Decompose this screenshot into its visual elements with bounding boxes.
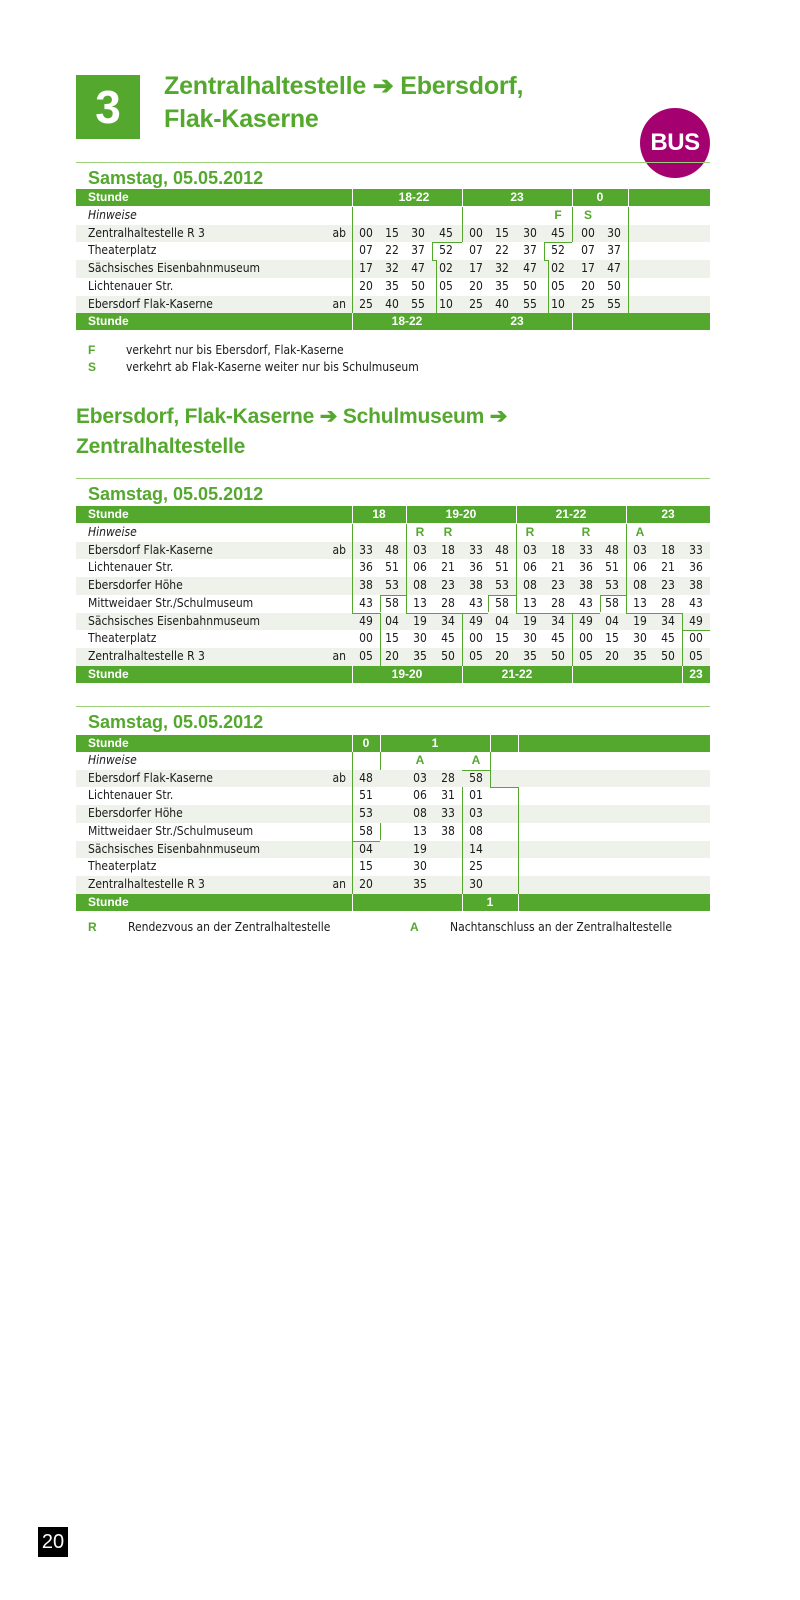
time-cell: 25: [359, 296, 373, 311]
time-cell: 08: [413, 578, 427, 593]
time-cell: 35: [385, 278, 399, 293]
time-cell: 35: [523, 648, 537, 663]
footnote-code: A: [410, 920, 419, 934]
time-cell: 30: [413, 859, 427, 874]
time-cell: 08: [633, 578, 647, 593]
time-cell: 28: [551, 595, 565, 610]
time-cell: 21: [441, 560, 455, 575]
time-cell: 00: [469, 225, 483, 240]
time-cell: 37: [607, 243, 621, 258]
time-cell: 00: [359, 225, 373, 240]
time-cell: 58: [385, 595, 399, 610]
grid-line: [544, 242, 572, 243]
time-cell: 05: [579, 648, 593, 663]
grid-line: [490, 752, 491, 787]
grid-line: [462, 613, 463, 666]
time-cell: 08: [523, 578, 537, 593]
time-cell: 13: [523, 595, 537, 610]
grid-line: [352, 841, 380, 842]
time-cell: 05: [359, 648, 373, 663]
time-cell: 45: [661, 631, 675, 646]
time-cell: 28: [661, 595, 675, 610]
time-cell: 51: [605, 560, 619, 575]
time-cell: 40: [495, 296, 509, 311]
time-cell: 50: [441, 648, 455, 663]
time-cell: 08: [413, 806, 427, 821]
route-title-line1: Zentralhaltestelle ➔ Ebersdorf,: [164, 72, 524, 100]
time-cell: 07: [581, 243, 595, 258]
hint-code: R: [415, 525, 425, 539]
time-cell: 43: [579, 595, 593, 610]
time-cell: 03: [633, 542, 647, 557]
grid-line: [600, 595, 601, 613]
hour-footer: 18-22: [391, 314, 423, 329]
grid-line: [600, 595, 626, 596]
section2-title-line2: Zentralhaltestelle: [76, 435, 246, 458]
hour-footer: 21-22: [501, 666, 533, 681]
hours-label: Stunde: [88, 666, 129, 681]
time-cell: 15: [605, 631, 619, 646]
time-cell: 48: [385, 542, 399, 557]
hint-code: A: [415, 753, 425, 767]
hour-header: 23: [510, 190, 524, 204]
stop-name: Lichtenauer Str.: [88, 278, 174, 293]
stop-name: Sächsisches Eisenbahnmuseum: [88, 613, 261, 628]
time-cell: 52: [551, 243, 565, 258]
time-cell: 13: [633, 595, 647, 610]
time-cell: 32: [385, 261, 399, 276]
time-cell: 34: [661, 613, 675, 628]
stop-name: Theaterplatz: [88, 243, 157, 258]
time-cell: 15: [495, 631, 509, 646]
stop-name: Sächsisches Eisenbahnmuseum: [88, 841, 261, 856]
footnote-text: Nachtanschluss an der Zentralhaltestelle: [450, 920, 672, 934]
time-cell: 47: [523, 261, 537, 276]
time-cell: 14: [469, 841, 483, 856]
hour-header: 18-22: [398, 190, 430, 204]
arr-dep-marker: an: [332, 296, 346, 311]
stop-name: Zentralhaltestelle R 3: [88, 225, 205, 240]
time-cell: 35: [413, 648, 427, 663]
time-cell: 40: [385, 296, 399, 311]
time-cell: 48: [495, 542, 509, 557]
arr-dep-marker: an: [332, 876, 346, 891]
time-cell: 02: [439, 261, 453, 276]
time-cell: 30: [411, 225, 425, 240]
hour-header: 21-22: [555, 507, 587, 521]
arr-dep-marker: ab: [332, 770, 346, 785]
time-cell: 00: [359, 631, 373, 646]
grid-line: [490, 787, 518, 788]
time-cell: 00: [689, 631, 703, 646]
hour-footer: 23: [689, 666, 703, 681]
hint-code: F: [554, 208, 562, 222]
time-cell: 50: [607, 278, 621, 293]
hours-bar-top: [76, 506, 710, 523]
time-cell: 37: [411, 243, 425, 258]
time-cell: 33: [469, 542, 483, 557]
stop-name: Sächsisches Eisenbahnmuseum: [88, 261, 261, 276]
time-cell: 55: [411, 296, 425, 311]
time-cell: 47: [411, 261, 425, 276]
footnote-text: verkehrt ab Flak-Kaserne weiter nur bis Schulmuseum: [126, 360, 419, 374]
time-cell: 01: [469, 788, 483, 803]
time-cell: 30: [523, 631, 537, 646]
time-cell: 05: [551, 278, 565, 293]
time-cell: 50: [551, 648, 565, 663]
time-cell: 00: [579, 631, 593, 646]
arr-dep-marker: ab: [332, 225, 346, 240]
grid-line: [572, 207, 573, 242]
hours-bar-bottom: [76, 894, 710, 911]
time-cell: 38: [441, 823, 455, 838]
time-cell: 35: [495, 278, 509, 293]
time-cell: 53: [359, 806, 373, 821]
time-cell: 25: [581, 296, 595, 311]
bar-divider: [572, 666, 573, 683]
time-cell: 15: [359, 859, 373, 874]
stop-name: Mittweidaer Str./Schulmuseum: [88, 823, 254, 838]
time-cell: 10: [551, 296, 565, 311]
time-cell: 20: [359, 278, 373, 293]
time-cell: 06: [523, 560, 537, 575]
grid-line: [380, 752, 381, 770]
hours-label: Stunde: [88, 736, 129, 750]
time-cell: 49: [579, 613, 593, 628]
hour-footer: 23: [510, 314, 524, 329]
time-cell: 15: [495, 225, 509, 240]
time-cell: 18: [661, 542, 675, 557]
grid-line: [626, 524, 627, 613]
time-cell: 45: [441, 631, 455, 646]
stop-name: Ebersdorf Flak-Kaserne: [88, 770, 213, 785]
time-cell: 05: [689, 648, 703, 663]
time-cell: 00: [469, 631, 483, 646]
time-cell: 30: [607, 225, 621, 240]
grid-line: [462, 787, 463, 893]
hours-label: Stunde: [88, 894, 129, 909]
time-cell: 49: [469, 613, 483, 628]
time-cell: 25: [469, 296, 483, 311]
time-cell: 34: [441, 613, 455, 628]
grid-line: [406, 613, 488, 614]
stop-name: Ebersdorfer Höhe: [88, 806, 183, 821]
hour-header: 23: [661, 507, 675, 521]
time-cell: 17: [469, 261, 483, 276]
time-cell: 50: [661, 648, 675, 663]
hours-bar-bottom: [76, 313, 710, 330]
grid-line: [682, 630, 710, 631]
time-cell: 22: [385, 243, 399, 258]
hour-header: 19-20: [445, 507, 477, 521]
time-cell: 55: [523, 296, 537, 311]
time-cell: 28: [441, 770, 455, 785]
hint-code: R: [525, 525, 535, 539]
grid-line: [572, 613, 573, 666]
time-cell: 03: [469, 806, 483, 821]
hour-header: 0: [362, 736, 370, 750]
time-cell: 04: [359, 841, 373, 856]
time-cell: 36: [689, 560, 703, 575]
time-cell: 23: [661, 578, 675, 593]
time-cell: 38: [579, 578, 593, 593]
time-cell: 53: [605, 578, 619, 593]
time-cell: 36: [469, 560, 483, 575]
table-rule: [76, 162, 710, 163]
arr-dep-marker: an: [332, 648, 346, 663]
time-cell: 51: [359, 788, 373, 803]
time-cell: 06: [413, 788, 427, 803]
time-cell: 03: [523, 542, 537, 557]
time-cell: 23: [551, 578, 565, 593]
day-title: Samstag, 05.05.2012: [88, 712, 264, 732]
time-cell: 45: [551, 631, 565, 646]
time-cell: 43: [359, 595, 373, 610]
stop-name: Lichtenauer Str.: [88, 788, 174, 803]
grid-line: [380, 823, 381, 841]
time-cell: 50: [523, 278, 537, 293]
hint-code: A: [635, 525, 645, 539]
footnote-code: F: [88, 343, 96, 357]
time-cell: 13: [413, 823, 427, 838]
hints-label: Hinweise: [88, 208, 137, 222]
time-cell: 49: [359, 613, 373, 628]
time-cell: 30: [633, 631, 647, 646]
page-number: 20: [38, 1527, 68, 1557]
time-cell: 49: [689, 613, 703, 628]
time-cell: 52: [439, 243, 453, 258]
time-cell: 33: [579, 542, 593, 557]
time-cell: 58: [359, 823, 373, 838]
footnote-code: R: [88, 920, 97, 934]
grid-line: [432, 242, 462, 243]
time-cell: 21: [661, 560, 675, 575]
time-cell: 13: [413, 595, 427, 610]
time-cell: 47: [607, 261, 621, 276]
time-cell: 21: [551, 560, 565, 575]
hours-label: Stunde: [88, 190, 129, 204]
stop-name: Theaterplatz: [88, 859, 157, 874]
grid-line: [352, 524, 353, 613]
time-cell: 19: [413, 841, 427, 856]
arr-dep-marker: ab: [332, 542, 346, 557]
day-title: Samstag, 05.05.2012: [88, 484, 264, 504]
bar-divider: [518, 894, 519, 911]
grid-line: [462, 770, 490, 771]
time-cell: 38: [469, 578, 483, 593]
time-cell: 36: [579, 560, 593, 575]
time-cell: 38: [689, 578, 703, 593]
hour-footer: 19-20: [391, 666, 423, 681]
grid-line: [380, 595, 381, 613]
bar-divider: [352, 894, 353, 911]
hours-bar-top: [76, 189, 710, 206]
time-cell: 33: [441, 806, 455, 821]
time-cell: 19: [523, 613, 537, 628]
hint-code: R: [581, 525, 591, 539]
time-cell: 50: [411, 278, 425, 293]
time-cell: 45: [551, 225, 565, 240]
time-cell: 48: [605, 542, 619, 557]
grid-line: [462, 207, 463, 242]
time-cell: 30: [413, 631, 427, 646]
time-cell: 28: [441, 595, 455, 610]
stop-name: Mittweidaer Str./Schulmuseum: [88, 595, 254, 610]
hint-code: R: [443, 525, 453, 539]
time-cell: 19: [633, 613, 647, 628]
time-cell: 00: [581, 225, 595, 240]
footnote-text: Rendezvous an der Zentralhaltestelle: [128, 920, 331, 934]
time-cell: 18: [441, 542, 455, 557]
time-cell: 23: [441, 578, 455, 593]
time-cell: 25: [469, 859, 483, 874]
time-cell: 10: [439, 296, 453, 311]
time-cell: 04: [495, 613, 509, 628]
time-cell: 15: [385, 631, 399, 646]
time-cell: 06: [413, 560, 427, 575]
time-cell: 48: [359, 770, 373, 785]
time-cell: 08: [469, 823, 483, 838]
hint-code: A: [471, 753, 481, 767]
time-cell: 07: [359, 243, 373, 258]
grid-line: [626, 613, 682, 614]
grid-line: [544, 242, 545, 260]
hour-header: 0: [596, 190, 604, 204]
grid-line: [406, 524, 407, 613]
time-cell: 05: [439, 278, 453, 293]
time-cell: 03: [413, 542, 427, 557]
table-rule: [76, 478, 710, 479]
hour-footer: 1: [486, 894, 494, 909]
table-rule: [76, 706, 710, 707]
time-cell: 31: [441, 788, 455, 803]
time-cell: 17: [359, 261, 373, 276]
stop-name: Theaterplatz: [88, 631, 157, 646]
hours-label: Stunde: [88, 507, 129, 521]
stop-name: Ebersdorf Flak-Kaserne: [88, 542, 213, 557]
time-cell: 33: [359, 542, 373, 557]
hints-label: Hinweise: [88, 525, 137, 539]
time-cell: 20: [581, 278, 595, 293]
grid-line: [516, 613, 600, 614]
time-cell: 04: [385, 613, 399, 628]
grid-line: [488, 595, 516, 596]
time-cell: 22: [495, 243, 509, 258]
grid-line: [518, 787, 519, 893]
bar-divider: [628, 189, 629, 206]
time-cell: 04: [605, 613, 619, 628]
time-cell: 20: [495, 648, 509, 663]
time-cell: 51: [385, 560, 399, 575]
time-cell: 05: [469, 648, 483, 663]
footnote-code: S: [88, 360, 97, 374]
bus-badge: BUS: [640, 108, 710, 178]
stop-name: Ebersdorf Flak-Kaserne: [88, 296, 213, 311]
grid-line: [380, 613, 381, 666]
grid-line: [352, 613, 380, 614]
grid-line: [352, 207, 353, 313]
grid-line: [352, 752, 353, 894]
bar-divider: [490, 735, 491, 752]
time-cell: 20: [385, 648, 399, 663]
time-cell: 18: [551, 542, 565, 557]
time-cell: 30: [523, 225, 537, 240]
hint-code: S: [583, 208, 592, 222]
time-cell: 07: [469, 243, 483, 258]
time-cell: 19: [413, 613, 427, 628]
time-cell: 58: [495, 595, 509, 610]
time-cell: 03: [413, 770, 427, 785]
time-cell: 43: [689, 595, 703, 610]
hour-header: 18: [372, 507, 386, 521]
time-cell: 37: [523, 243, 537, 258]
stop-name: Lichtenauer Str.: [88, 560, 174, 575]
hours-label: Stunde: [88, 314, 129, 329]
footnote-text: verkehrt nur bis Ebersdorf, Flak-Kaserne: [126, 343, 344, 357]
time-cell: 20: [605, 648, 619, 663]
grid-line: [628, 207, 629, 313]
time-cell: 33: [689, 542, 703, 557]
section2-title-line1: Ebersdorf, Flak-Kaserne ➔ Schulmuseum ➔: [76, 405, 508, 428]
time-cell: 32: [495, 261, 509, 276]
grid-line: [432, 242, 433, 260]
time-cell: 53: [495, 578, 509, 593]
time-cell: 43: [469, 595, 483, 610]
grid-line: [380, 595, 406, 596]
grid-line: [682, 613, 683, 666]
time-cell: 36: [359, 560, 373, 575]
hour-header: 1: [431, 736, 439, 750]
grid-line: [516, 524, 517, 613]
time-cell: 34: [551, 613, 565, 628]
day-title: Samstag, 05.05.2012: [88, 168, 264, 188]
grid-line: [548, 260, 549, 313]
time-cell: 02: [551, 261, 565, 276]
time-cell: 06: [633, 560, 647, 575]
time-cell: 58: [469, 770, 483, 785]
time-cell: 20: [469, 278, 483, 293]
route-title-line2: Flak-Kaserne: [164, 105, 319, 133]
time-cell: 35: [413, 876, 427, 891]
time-cell: 38: [359, 578, 373, 593]
hours-bar-top: [76, 735, 710, 752]
stop-name: Zentralhaltestelle R 3: [88, 648, 205, 663]
time-cell: 20: [359, 876, 373, 891]
time-cell: 15: [385, 225, 399, 240]
bar-divider: [352, 189, 353, 206]
line-number-badge: 3: [76, 75, 140, 139]
time-cell: 30: [469, 876, 483, 891]
time-cell: 35: [633, 648, 647, 663]
hints-label: Hinweise: [88, 753, 137, 767]
time-cell: 17: [581, 261, 595, 276]
stop-name: Zentralhaltestelle R 3: [88, 876, 205, 891]
grid-line: [488, 595, 489, 613]
time-cell: 58: [605, 595, 619, 610]
bar-divider: [572, 313, 573, 330]
grid-line: [436, 260, 437, 313]
hours-bar-bottom: [76, 666, 710, 683]
bar-divider: [518, 735, 519, 752]
stop-name: Ebersdorfer Höhe: [88, 578, 183, 593]
time-cell: 53: [385, 578, 399, 593]
time-cell: 45: [439, 225, 453, 240]
time-cell: 51: [495, 560, 509, 575]
time-cell: 55: [607, 296, 621, 311]
